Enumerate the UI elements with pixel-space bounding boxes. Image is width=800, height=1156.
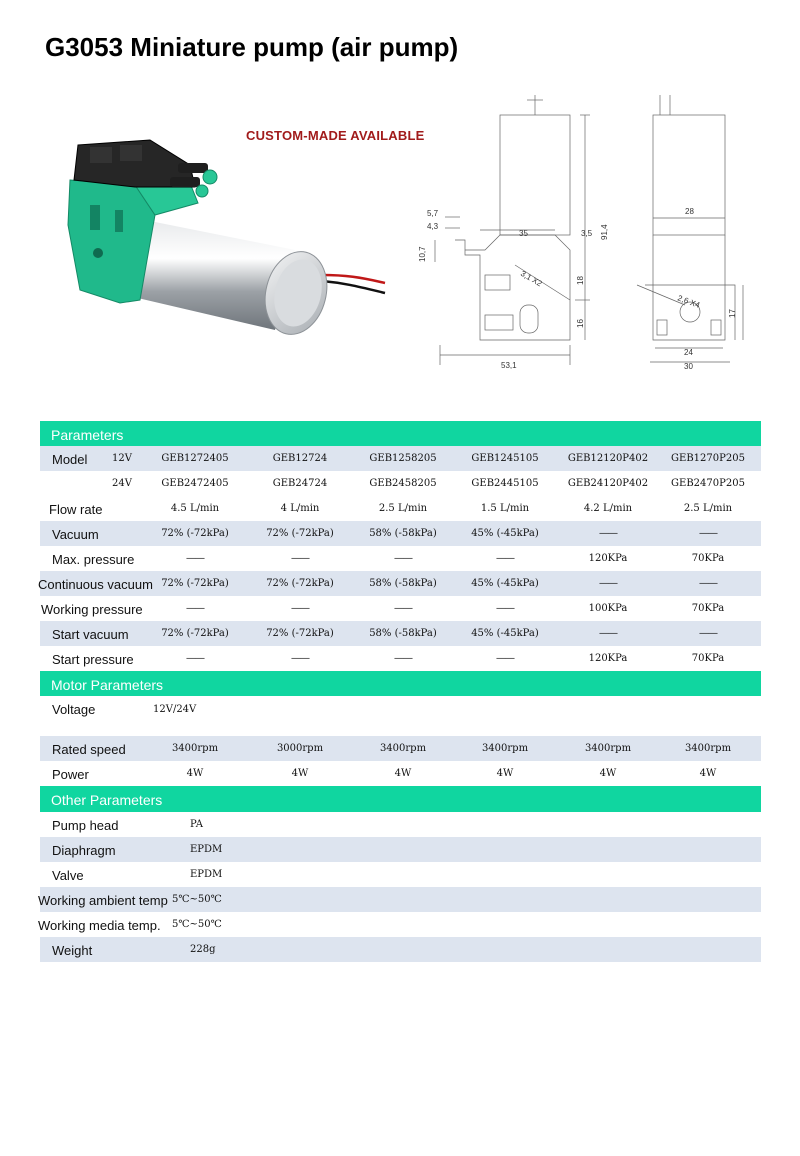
dim-label: 18 bbox=[576, 276, 585, 285]
section-header-motor bbox=[40, 671, 761, 696]
dash-cell: —— bbox=[599, 528, 617, 539]
dim-label: 3,5 bbox=[581, 229, 593, 238]
section-title: Other Parameters bbox=[51, 792, 163, 808]
dim-label: 16 bbox=[576, 319, 585, 328]
table-cell: 4W bbox=[699, 768, 717, 779]
table-cell: 4 L/min bbox=[280, 503, 320, 514]
row-label: Valve bbox=[52, 868, 84, 883]
row-label: Rated speed bbox=[52, 742, 126, 757]
custom-made-label: CUSTOM-MADE AVAILABLE bbox=[246, 128, 425, 143]
row-label: Start vacuum bbox=[52, 627, 129, 642]
table-cell: 72% (-72kPa) bbox=[161, 578, 229, 589]
table-row bbox=[40, 571, 761, 596]
table-row bbox=[40, 696, 761, 736]
table-row bbox=[40, 446, 761, 471]
dim-label: 53,1 bbox=[501, 361, 517, 370]
table-cell: PA bbox=[190, 819, 204, 830]
row-label: Power bbox=[52, 767, 89, 782]
row-label: Diaphragm bbox=[52, 843, 116, 858]
table-cell: GEB1270P205 bbox=[671, 453, 745, 464]
dash-cell: —— bbox=[599, 578, 617, 589]
table-cell: 2.5 L/min bbox=[683, 503, 733, 514]
dash-cell: —— bbox=[496, 653, 514, 664]
table-row bbox=[40, 471, 761, 496]
table-cell: GEB1272405 bbox=[161, 453, 229, 464]
table-cell: 70KPa bbox=[691, 603, 725, 614]
table-row bbox=[40, 761, 761, 786]
table-cell: 4.2 L/min bbox=[583, 503, 633, 514]
dim-label: 3,1 X2 bbox=[519, 268, 544, 289]
voltage-tag: 12V bbox=[112, 453, 132, 464]
table-cell: GEB2472405 bbox=[161, 478, 229, 489]
table-cell: 4W bbox=[186, 768, 204, 779]
dim-label: 2,6 X4 bbox=[676, 293, 702, 310]
table-cell: GEB12724 bbox=[272, 453, 328, 464]
dash-cell: —— bbox=[496, 603, 514, 614]
row-label: Vacuum bbox=[52, 527, 99, 542]
table-cell: 72% (-72kPa) bbox=[266, 628, 334, 639]
section-header-other bbox=[40, 786, 761, 812]
dash-cell: —— bbox=[291, 553, 309, 564]
dim-label: 30 bbox=[684, 362, 693, 371]
table-cell: 2.5 L/min bbox=[378, 503, 428, 514]
page-title: G3053 Miniature pump (air pump) bbox=[45, 32, 459, 62]
row-label: Weight bbox=[52, 943, 93, 958]
spec-table bbox=[40, 421, 761, 962]
table-row bbox=[40, 837, 761, 862]
dim-label: 35 bbox=[519, 229, 528, 238]
table-row bbox=[40, 546, 761, 571]
table-cell: 120KPa bbox=[588, 553, 628, 564]
section-title: Parameters bbox=[51, 427, 124, 443]
pump-product-image bbox=[60, 125, 400, 355]
table-row bbox=[40, 621, 761, 646]
table-cell: 120KPa bbox=[588, 653, 628, 664]
table-cell: 228g bbox=[190, 944, 216, 955]
table-row bbox=[40, 496, 761, 521]
table-cell: 3400rpm bbox=[684, 743, 732, 754]
dash-cell: —— bbox=[291, 603, 309, 614]
row-label: Working media temp. bbox=[38, 918, 161, 933]
table-cell: 3000rpm bbox=[276, 743, 324, 754]
table-cell: 72% (-72kPa) bbox=[161, 528, 229, 539]
table-row bbox=[40, 646, 761, 671]
row-label: Voltage bbox=[52, 702, 96, 717]
voltage-tag: 24V bbox=[112, 478, 132, 489]
table-cell: 12V/24V bbox=[153, 704, 197, 715]
table-cell: 3400rpm bbox=[584, 743, 632, 754]
table-row bbox=[40, 862, 761, 887]
table-row bbox=[40, 736, 761, 761]
table-cell: 45% (-45kPa) bbox=[471, 578, 539, 589]
dim-label: 91,4 bbox=[600, 224, 609, 240]
table-cell: 45% (-45kPa) bbox=[471, 528, 539, 539]
dash-cell: —— bbox=[394, 553, 412, 564]
row-label: Start pressure bbox=[52, 652, 134, 667]
section-header-parameters bbox=[40, 421, 761, 446]
table-cell: 58% (-58kPa) bbox=[369, 628, 437, 639]
table-row bbox=[40, 937, 761, 962]
dim-label: 10,7 bbox=[418, 246, 427, 262]
table-cell: 4W bbox=[496, 768, 514, 779]
dash-cell: —— bbox=[599, 628, 617, 639]
dash-cell: —— bbox=[699, 528, 717, 539]
table-cell: 72% (-72kPa) bbox=[266, 578, 334, 589]
table-cell: GEB1258205 bbox=[369, 453, 437, 464]
table-cell: 3400rpm bbox=[379, 743, 427, 754]
dash-cell: —— bbox=[394, 603, 412, 614]
table-cell: GEB1245105 bbox=[471, 453, 539, 464]
dash-cell: —— bbox=[699, 578, 717, 589]
table-row bbox=[40, 887, 761, 912]
dim-label: 4,3 bbox=[427, 222, 439, 231]
dash-cell: —— bbox=[394, 653, 412, 664]
dash-cell: —— bbox=[186, 553, 204, 564]
dash-cell: —— bbox=[186, 603, 204, 614]
dash-cell: —— bbox=[291, 653, 309, 664]
row-label: Max. pressure bbox=[52, 552, 135, 567]
row-label: Continuous vacuum bbox=[38, 577, 153, 592]
table-cell: 4W bbox=[599, 768, 617, 779]
table-cell: GEB2458205 bbox=[369, 478, 437, 489]
dim-label: 28 bbox=[685, 207, 694, 216]
table-cell: 3400rpm bbox=[481, 743, 529, 754]
other-rows bbox=[40, 812, 761, 962]
row-label: Flow rate bbox=[49, 502, 103, 517]
table-cell: GEB12120P402 bbox=[567, 453, 649, 464]
table-cell: 4W bbox=[394, 768, 412, 779]
table-cell: 70KPa bbox=[691, 553, 725, 564]
table-cell: 100KPa bbox=[588, 603, 628, 614]
table-cell: 5℃~50℃ bbox=[172, 894, 222, 905]
dash-cell: —— bbox=[699, 628, 717, 639]
table-cell: EPDM bbox=[190, 844, 223, 855]
row-label: Model bbox=[52, 452, 88, 467]
table-cell: EPDM bbox=[190, 869, 223, 880]
table-cell: 72% (-72kPa) bbox=[161, 628, 229, 639]
table-cell: GEB2445105 bbox=[471, 478, 539, 489]
table-cell: 5℃~50℃ bbox=[172, 919, 222, 930]
table-cell: 3400rpm bbox=[171, 743, 219, 754]
technical-drawing bbox=[405, 90, 770, 380]
dim-label: 24 bbox=[684, 348, 693, 357]
table-cell: 72% (-72kPa) bbox=[266, 528, 334, 539]
table-cell: GEB24724 bbox=[272, 478, 328, 489]
row-label: Pump head bbox=[52, 818, 119, 833]
table-row bbox=[40, 521, 761, 546]
dim-label: 17 bbox=[728, 309, 737, 318]
table-row bbox=[40, 596, 761, 621]
table-cell: 4W bbox=[291, 768, 309, 779]
table-cell: GEB2470P205 bbox=[671, 478, 745, 489]
section-title: Motor Parameters bbox=[51, 677, 164, 693]
table-cell: 70KPa bbox=[691, 653, 725, 664]
table-row bbox=[40, 912, 761, 937]
table-cell: 58% (-58kPa) bbox=[369, 528, 437, 539]
row-label: Working ambient temp bbox=[38, 893, 168, 908]
dash-cell: —— bbox=[186, 653, 204, 664]
dash-cell: —— bbox=[496, 553, 514, 564]
param-rows bbox=[40, 496, 761, 671]
table-cell: 1.5 L/min bbox=[480, 503, 530, 514]
dim-label: 5,7 bbox=[427, 209, 439, 218]
table-cell: GEB24120P402 bbox=[567, 478, 649, 489]
table-cell: 45% (-45kPa) bbox=[471, 628, 539, 639]
table-cell: 58% (-58kPa) bbox=[369, 578, 437, 589]
table-row bbox=[40, 812, 761, 837]
row-label: Working pressure bbox=[41, 602, 143, 617]
table-cell: 4.5 L/min bbox=[170, 503, 220, 514]
